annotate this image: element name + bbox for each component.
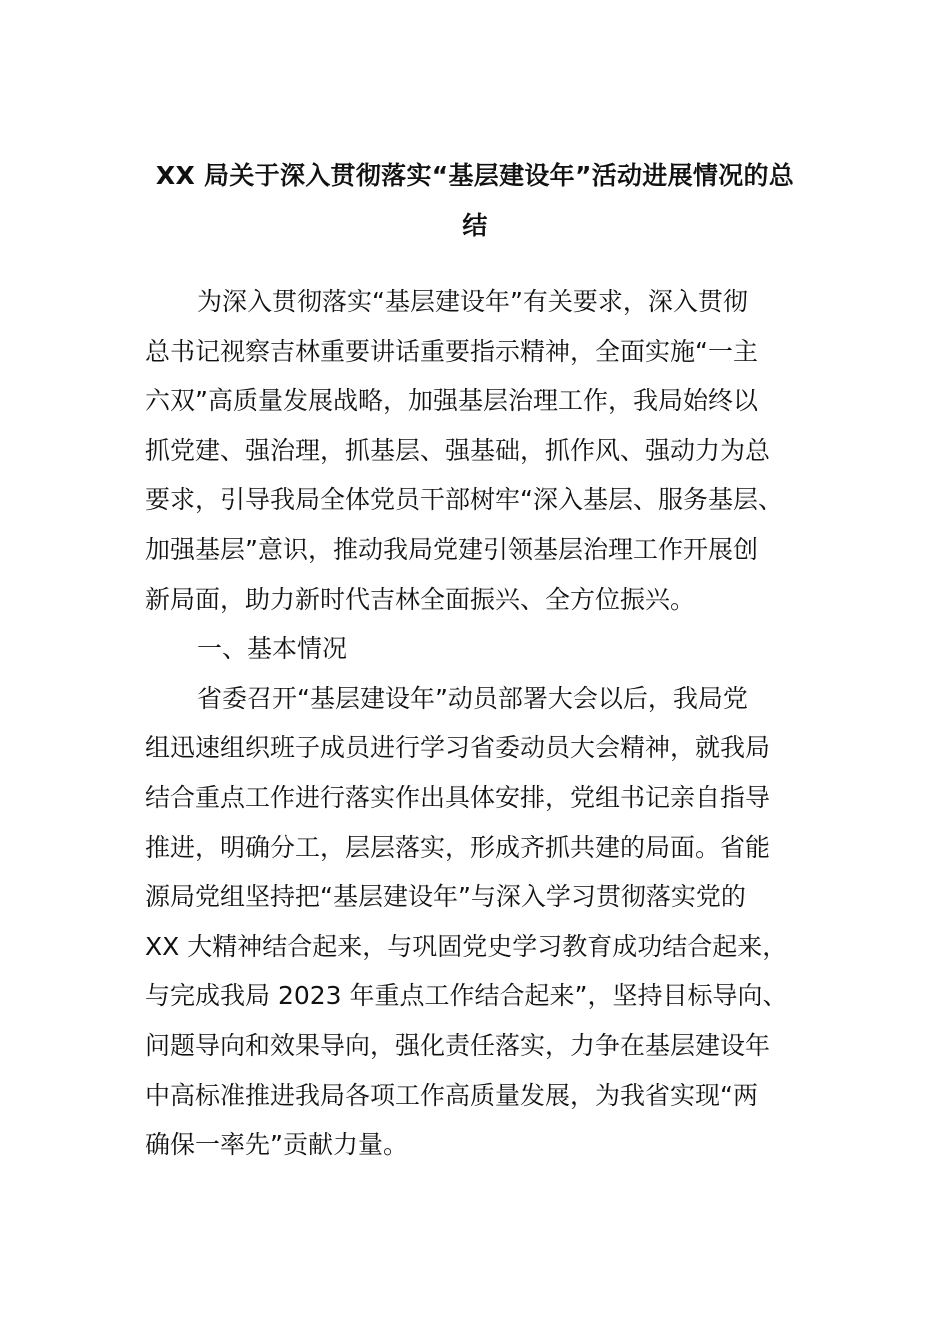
paragraph-2-line: 确保一率先”贡献力量。: [145, 1130, 408, 1160]
paragraph-1-line: 抓党建、强治理，抓基层、强基础，抓作风、强动力为总: [145, 435, 771, 465]
paragraph-2-line: 与完成我局 2023 年重点工作结合起来”，坚持目标导向、: [145, 981, 788, 1011]
paragraph-2-line: 结合重点工作进行落实作出具体安排，党组书记亲自指导: [145, 782, 771, 812]
paragraph-2-line: 源局党组坚持把“基层建设年”与深入学习贯彻落实党的: [145, 882, 746, 912]
paragraph-1-line: 加强基层”意识，推动我局党建引领基层治理工作开展创: [145, 534, 758, 564]
section-1-heading: 一、基本情况: [197, 634, 348, 664]
paragraph-2-line: 省委召开“基层建设年”动员部署大会以后，我局党: [197, 683, 748, 713]
paragraph-1-line: 总书记视察吉林重要讲话重要指示精神，全面实施“一主: [145, 336, 758, 366]
paragraph-2-line: XX 大精神结合起来，与巩固党史学习教育成功结合起来，: [145, 931, 788, 961]
paragraph-2-line: 问题导向和效果导向，强化责任落实，力争在基层建设年: [145, 1030, 771, 1060]
paragraph-1-line: 新局面，助力新时代吉林全面振兴、全方位振兴。: [145, 584, 696, 614]
paragraph-2-line: 推进，明确分工，层层落实，形成齐抓共建的局面。省能: [145, 832, 771, 862]
paragraph-2-line: 中高标准推进我局各项工作高质量发展，为我省实现“两: [145, 1080, 758, 1110]
document-body: [145, 277, 805, 1170]
paragraph-1-line: 六双”高质量发展战略，加强基层治理工作，我局始终以: [145, 386, 758, 416]
paragraph-1-line: 为深入贯彻落实“基层建设年”有关要求，深入贯彻: [197, 287, 748, 316]
paragraph-1-line: 要求，引导我局全体党员干部树牢“深入基层、服务基层、: [145, 485, 783, 515]
document-title-line-1: XX 局关于深入贯彻落实“基层建设年”活动进展情况的总: [155, 161, 795, 190]
document-title-line-2: 结: [462, 211, 488, 240]
paragraph-2-line: 组迅速组织班子成员进行学习省委动员大会精神，就我局: [145, 733, 771, 763]
